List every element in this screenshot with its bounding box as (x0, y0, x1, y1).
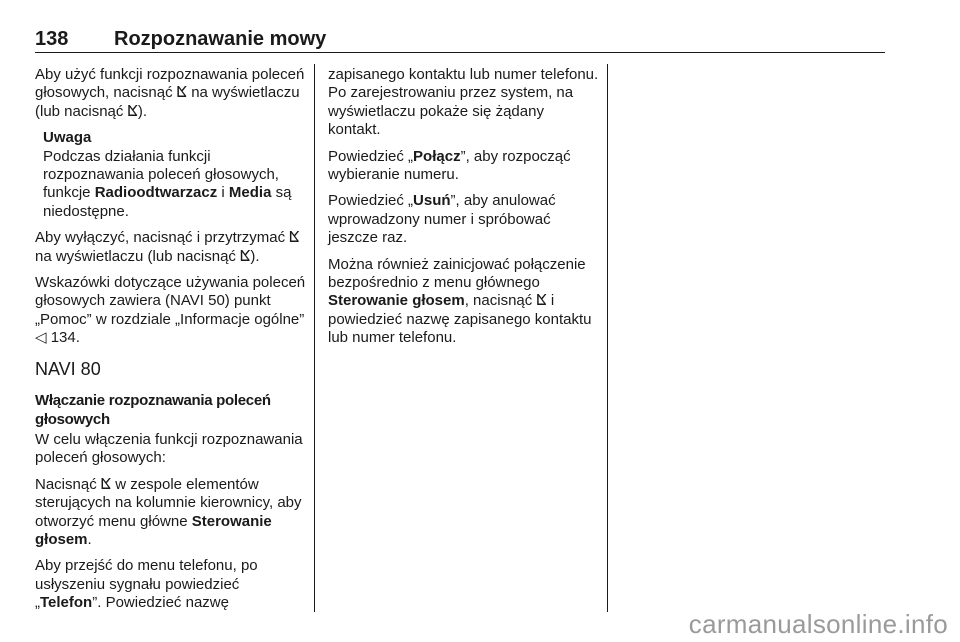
voice-icon: ⴿ (127, 102, 138, 120)
watermark: carmanualsonline.info (688, 609, 948, 639)
paragraph: Aby przejść do menu telefonu, po usłyszeniu sygnału powiedzieć „Telefon”. Powiedzieć nazwę (35, 557, 258, 612)
paragraph: Nacisnąć ⴿ w zespole elementów sterujących na kolumnie kierownicy, aby otworzyć menu główne Sterowanie głosem. (35, 475, 302, 548)
paragraph: W celu włączenia funkcji rozpoznawania poleceń głosowych: (35, 430, 303, 467)
paragraph: Wskazówki dotyczące używania poleceń głosowych zawiera (NAVI 50) punkt „Pomoc” w rozdziale „Informacje ogólne” ◁ 134. (35, 274, 306, 347)
section-heading: NAVI 80 (35, 358, 101, 379)
text-column-2 (328, 66, 600, 356)
column-divider (314, 64, 315, 612)
chapter-title: Rozpoznawanie mowy (114, 28, 327, 50)
page-number: 138 (35, 28, 69, 50)
note-title: Uwaga (43, 129, 92, 147)
voice-icon: ⴿ (289, 229, 300, 247)
paragraph: Można również zainicjować połączenie bezpośrednio z menu głównego Sterowanie głosem, nacisnąć ⴿ i powiedzieć nazwę zapisanego kontaktu lub numer telefonu. (328, 255, 592, 347)
text-column-1 (35, 66, 307, 613)
voice-icon: ⴿ (176, 84, 188, 102)
page-header (35, 28, 885, 53)
paragraph: zapisanego kontaktu lub numer telefonu. Po zarejestrowaniu przez system, na wyświetlaczu pokaże się żądany kontakt. (328, 66, 599, 139)
paragraph: Aby wyłączyć, nacisnąć i przytrzymać ⴿ na wyświetlaczu (lub nacisnąć ⴿ). (35, 229, 300, 265)
column-divider (607, 64, 608, 612)
note-text: Podczas działania funkcji rozpoznawania poleceń głosowych, funkcje Radioodtwarzacz i Media są niedostępne. (43, 147, 292, 220)
voice-icon: ⴿ (240, 247, 251, 265)
note-box (43, 129, 307, 221)
paragraph: Powiedzieć „Usuń”, aby anulować wprowadzony numer i spróbować jeszcze raz. (328, 192, 556, 247)
paragraph: Powiedzieć „Połącz”, aby rozpocząć wybieranie numeru. (328, 147, 571, 184)
reference-arrow-icon: ◁ (35, 329, 47, 347)
voice-icon: ⴿ (536, 292, 547, 310)
paragraph: Aby użyć funkcji rozpoznawania poleceń głosowych, nacisnąć ⴿ na wyświetlaczu (lub nacisnąć ⴿ). (35, 66, 305, 120)
voice-icon: ⴿ (100, 475, 112, 493)
subsection-heading: Włączanie rozpoznawania poleceń głosowych (35, 392, 271, 428)
